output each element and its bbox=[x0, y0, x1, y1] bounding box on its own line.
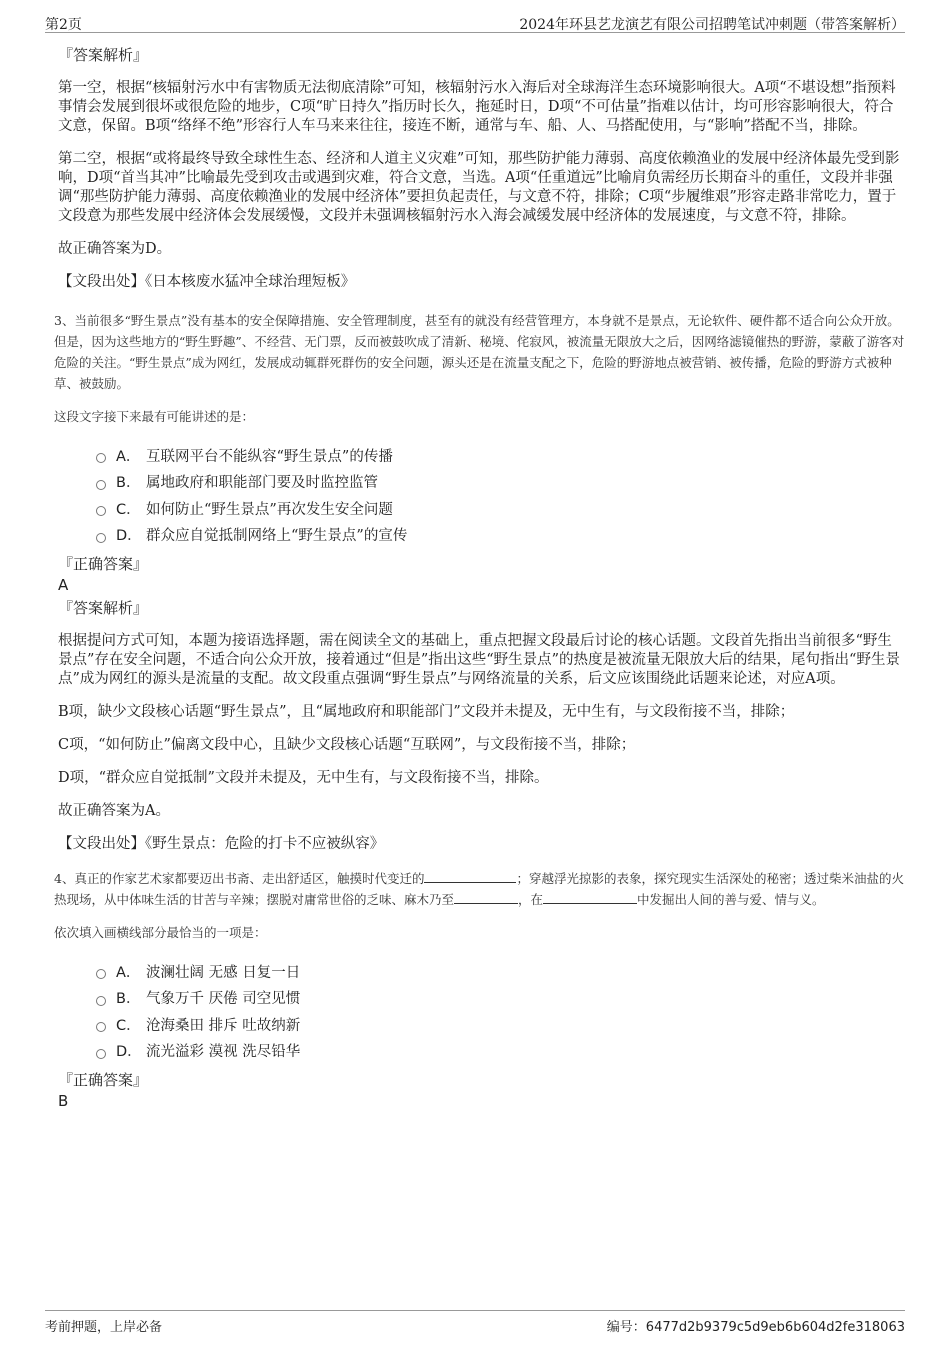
option-letter: D． bbox=[116, 528, 142, 545]
q3-answer-label: 『正确答案』 bbox=[58, 555, 149, 573]
q2-analysis-label: 『答案解析』 bbox=[58, 46, 149, 64]
radio-icon[interactable] bbox=[96, 506, 106, 516]
option-text: 互联网平台不能纵容“野生景点”的传播 bbox=[146, 448, 393, 465]
q3-stem: 3、当前很多“野生景点”没有基本的安全保障措施、安全管理制度，甚至有的就没有经营管理方，本身就不是景点，无论软件、硬件都不适合向公众开放。但是，因为这些地方的“野生野趣”、不经营、无门票，反而被鼓吹成了清新、秘境、侘寂风，被流量无限放大之后，因网络滤镜催热的野游，蒙蔽了游客对危险的关注。“野生景点”成为网红，发展成动辄群死群伤的安全问题，源头还是在流量支配之下，危险的野游地点被营销、被传播，危险的野游方式被种草、被鼓励。 bbox=[54, 313, 905, 391]
q4-answer-label: 『正确答案』 bbox=[58, 1071, 149, 1089]
radio-icon[interactable] bbox=[96, 1049, 106, 1059]
q3-prompt: 这段文字接下来最有可能讲述的是： bbox=[54, 409, 255, 424]
q3-analysis-paragraph: D项，“群众应自觉抵制”文段并未提及，无中生有，与文段衔接不当，排除。 bbox=[58, 770, 549, 786]
q4-options bbox=[58, 958, 905, 1064]
q2-analysis-paragraph: 第二空，根据“或将最终导致全球性生态、经济和人道主义灾难”可知，那些防护能力薄弱、高度依赖渔业的发展中经济体最先受到影响，D项“首当其冲”比喻最先受到攻击或遇到灾难，符合文意，当选。A项“任重道远”比喻肩负需经历长期奋斗的重任，文段并非强调“那些防护能力薄弱、高度依赖渔业的发展中经济体”要担负起责任，与文意不符，排除；C项“步履维艰”形容走路非常吃力，置于文段意为那些发展中经济体会发展缓慢，文段并未强调核辐射污水入海会减缓发展中经济体的发展速度，与文意不符，排除。 bbox=[58, 151, 900, 224]
document-title: 2024年环县艺龙演艺有限公司招聘笔试冲刺题（带答案解析） bbox=[519, 17, 905, 33]
page-number: 第2页 bbox=[45, 17, 82, 33]
radio-icon[interactable] bbox=[96, 533, 106, 543]
q4-option-c[interactable] bbox=[96, 1011, 905, 1038]
q3-conclusion: 故正确答案为A。 bbox=[58, 803, 170, 819]
q3-options bbox=[58, 442, 905, 548]
footer-slogan: 考前押题，上岸必备 bbox=[45, 1320, 163, 1335]
q3-option-c[interactable] bbox=[96, 495, 905, 522]
q2-conclusion: 故正确答案为D。 bbox=[58, 241, 172, 257]
page-footer bbox=[45, 1310, 905, 1335]
q4-answer: B bbox=[58, 1092, 69, 1110]
option-letter: B． bbox=[116, 991, 141, 1008]
q4-stem-part: 4、真正的作家艺术家都要迈出书斋、走出舒适区，触摸时代变迁的 bbox=[54, 871, 425, 886]
option-text: 气象万千 厌倦 司空见惯 bbox=[146, 991, 301, 1008]
page-content bbox=[54, 45, 905, 1114]
fill-blank bbox=[454, 889, 518, 904]
q4-stem bbox=[54, 868, 905, 910]
radio-icon[interactable] bbox=[96, 996, 106, 1006]
radio-icon[interactable] bbox=[96, 969, 106, 979]
q3-source: 【文段出处】《野生景点：危险的打卡不应被纵容》 bbox=[58, 836, 385, 852]
q4-stem-part: ；穿越浮光掠影的表象，探究现实生活深处的秘密；透过柴米油盐的火热现场，从中体味生活的甘苦与辛辣；摆脱对庸常世俗的乏味、麻木乃至 bbox=[54, 871, 904, 907]
q3-answer: A bbox=[58, 576, 69, 594]
q4-option-b[interactable] bbox=[96, 985, 905, 1012]
option-text: 属地政府和职能部门要及时监控监管 bbox=[146, 475, 378, 492]
option-letter: C． bbox=[116, 501, 141, 518]
q2-source: 【文段出处】《日本核废水猛冲全球治理短板》 bbox=[58, 274, 356, 290]
fill-blank bbox=[543, 889, 637, 904]
q4-stem-part: ，在 bbox=[518, 892, 544, 907]
option-text: 沧海桑田 排斥 吐故纳新 bbox=[146, 1017, 301, 1034]
option-letter: B． bbox=[116, 475, 141, 492]
option-text: 流光溢彩 漠视 洗尽铅华 bbox=[146, 1044, 301, 1061]
option-letter: A． bbox=[116, 448, 141, 465]
radio-icon[interactable] bbox=[96, 453, 106, 463]
q3-analysis-label: 『答案解析』 bbox=[58, 599, 149, 617]
q4-option-a[interactable] bbox=[96, 958, 905, 985]
q4-prompt: 依次填入画横线部分最恰当的一项是： bbox=[54, 925, 267, 940]
fill-blank bbox=[424, 868, 516, 883]
option-letter: C． bbox=[116, 1017, 141, 1034]
document-id: 编号：6477d2b9379c5d9eb6b604d2fe318063 bbox=[606, 1320, 905, 1335]
q2-analysis-paragraph: 第一空，根据“核辐射污水中有害物质无法彻底清除”可知，核辐射污水入海后对全球海洋生态环境影响很大。A项“不堪设想”指预料事情会发展到很坏或很危险的地步，C项“旷日持久”指历时长久，拖延时日，D项“不可估量”指难以估计，均可形容影响很大，符合文意，保留。B项“络绎不绝”形容行人车马来来往往，接连不断，通常与车、船、人、马搭配使用，与“影响”搭配不当，排除。 bbox=[58, 80, 896, 134]
option-text: 波澜壮阔 无感 日复一日 bbox=[146, 964, 301, 981]
radio-icon[interactable] bbox=[96, 1022, 106, 1032]
q3-analysis-paragraph: C项，“如何防止”偏离文段中心，且缺少文段核心话题“互联网”，与文段衔接不当，排除； bbox=[58, 737, 636, 753]
q3-option-d[interactable] bbox=[96, 522, 905, 549]
option-text: 群众应自觉抵制网络上“野生景点”的宣传 bbox=[146, 528, 408, 545]
q4-option-d[interactable] bbox=[96, 1038, 905, 1065]
radio-icon[interactable] bbox=[96, 480, 106, 490]
q3-option-b[interactable] bbox=[96, 469, 905, 496]
option-letter: D． bbox=[116, 1044, 142, 1061]
page-header bbox=[45, 10, 905, 33]
q3-analysis-paragraph: 根据提问方式可知，本题为接语选择题，需在阅读全文的基础上，重点把握文段最后讨论的核心话题。文段首先指出当前很多“野生景点”存在安全问题，不适合向公众开放，接着通过“但是”指出这些“野生景点”的热度是被流量无限放大后的结果，尾句指出“野生景点”成为网红的源头是流量的支配。故文段重点强调“野生景点”与网络流量的关系，后文应该围绕此话题来论述，对应A项。 bbox=[58, 633, 900, 687]
q3-option-a[interactable] bbox=[96, 442, 905, 469]
option-letter: A． bbox=[116, 964, 141, 981]
option-text: 如何防止“野生景点”再次发生安全问题 bbox=[146, 501, 393, 518]
q4-stem-part: 中发掘出人间的善与爱、情与义。 bbox=[637, 892, 825, 907]
q3-analysis-paragraph: B项，缺少文段核心话题“野生景点”，且“属地政府和职能部门”文段并未提及，无中生有，与文段衔接不当，排除； bbox=[58, 704, 795, 720]
